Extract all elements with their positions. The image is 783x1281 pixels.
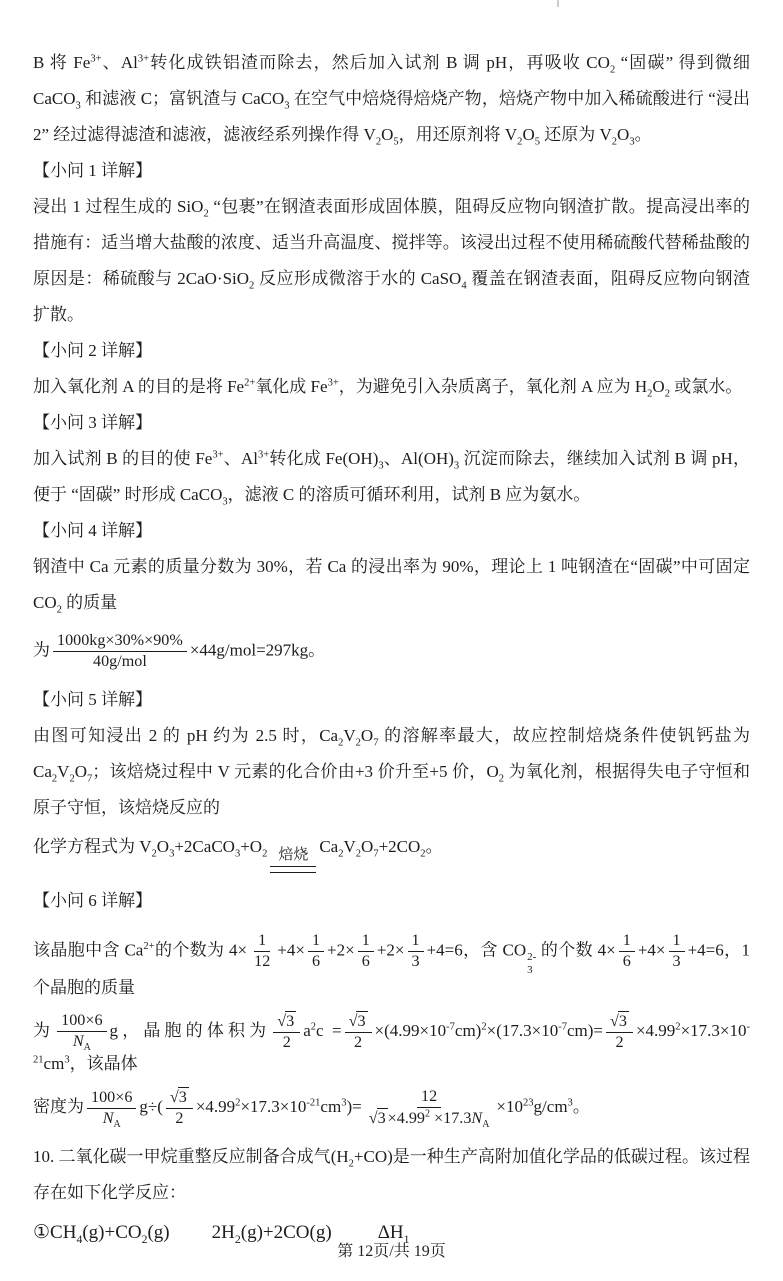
- stray-scan-mark: [557, 0, 559, 7]
- numerator: [345, 1011, 372, 1033]
- subscript: 7: [86, 773, 93, 785]
- text-run: +4=6，含 CO: [426, 940, 527, 960]
- numerator: [358, 931, 374, 952]
- subscript: 2: [348, 1158, 354, 1170]
- formula-q6-cell-volume: [33, 1011, 750, 1075]
- radicand: [618, 1011, 629, 1032]
- fraction: [345, 1011, 372, 1053]
- heading-q1: 【小问 1 详解】: [33, 161, 152, 180]
- subscript: 2: [498, 773, 505, 785]
- text-run: g/cm: [533, 1097, 568, 1117]
- denominator: [99, 1109, 125, 1129]
- text-run: 为: [33, 640, 50, 660]
- subscript: 2: [609, 64, 616, 76]
- superscript: 2: [675, 1021, 681, 1033]
- text-run: 100×6: [91, 1088, 133, 1106]
- text-run: 反应形成微溶于水的 CaSO: [254, 269, 462, 288]
- text-run: 转化成铁铝渣而除去，然后加入试剂 B 调 pH，再吸收 CO: [149, 53, 610, 72]
- subscript: 3: [284, 100, 290, 112]
- text-run: 3: [411, 952, 420, 970]
- paragraph-q3: [33, 441, 750, 513]
- text-run: ×4.99: [635, 1020, 676, 1040]
- text-run: ×(17.3×10: [486, 1020, 559, 1040]
- radicand: [178, 1087, 189, 1108]
- denominator: [365, 1108, 494, 1129]
- text-run: 钢渣中 Ca 元素的质量分数为 30%，若 Ca 的浸出率为 90%，理论上 1 吨钢渣在“固碳”中可固定 CO: [33, 557, 750, 612]
- subscript: 2: [338, 848, 344, 860]
- denominator: [669, 952, 685, 972]
- subscript: 2: [234, 1233, 241, 1247]
- subscript: A: [113, 1118, 121, 1130]
- text-run: ×4.99: [387, 1110, 426, 1128]
- superscript: 23: [523, 1097, 534, 1109]
- text-run: c =: [316, 1020, 342, 1040]
- text-run: ×17.3: [430, 1110, 472, 1128]
- subscript: 4: [76, 1233, 83, 1247]
- text-run: 3: [618, 1012, 627, 1030]
- text-run: 转化成 Fe(OH): [269, 449, 379, 468]
- text-run: 10. 二氧化碳一甲烷重整反应制备合成气(H: [33, 1147, 349, 1167]
- subscript: 3: [378, 460, 384, 472]
- text-run: +2×: [327, 940, 355, 960]
- radicand: [356, 1011, 367, 1032]
- subscript: 2: [249, 280, 255, 292]
- superscript: -21: [33, 1021, 751, 1066]
- text-run: 为氧化剂，根据得失电子守恒和原子守恒，该焙烧反应的: [33, 762, 751, 818]
- heading-q5: 【小问 5 详解】: [33, 690, 152, 710]
- subscript: 2: [203, 208, 209, 220]
- subscript: 4: [461, 280, 467, 292]
- text-run: ，为避免引入杂质离子，氧化剂 A 应为 H: [338, 377, 648, 396]
- subscript: 5: [534, 136, 540, 148]
- numerator: [53, 631, 187, 652]
- text-run: 1000kg×30%×90%: [57, 632, 183, 649]
- paragraph-q1: [33, 189, 750, 333]
- italic-symbol: N: [471, 1110, 483, 1128]
- fraction: [606, 1011, 633, 1053]
- text-run: O: [361, 837, 374, 857]
- numerator: [254, 931, 270, 952]
- subscript: 1: [403, 1233, 410, 1247]
- text-run: 、Al: [101, 53, 138, 72]
- text-run: cm: [43, 1053, 65, 1073]
- text-run: 3: [178, 1089, 187, 1107]
- numerator: [87, 1088, 136, 1109]
- stacked-script: [527, 951, 536, 976]
- denominator: [408, 952, 424, 972]
- paragraph-q2: [33, 369, 750, 405]
- fraction: [250, 931, 274, 972]
- numerator: [417, 1087, 441, 1108]
- text-run: B 将 Fe: [33, 53, 91, 72]
- radical-icon: √: [368, 1110, 378, 1128]
- text-run: 、Al(OH): [383, 449, 454, 468]
- text-run: 的溶解率最大，故应控制焙烧条件使钒钙盐为 Ca: [33, 726, 750, 782]
- denominator: [350, 1033, 366, 1053]
- text-run: +4×: [277, 940, 305, 960]
- radical-icon: √: [169, 1089, 179, 1107]
- text-run: +4=6，1 个晶胞的质量: [33, 940, 750, 997]
- superscript: 3+: [257, 449, 270, 461]
- text-run: 由图可知浸出 2 的 pH 约为 2.5 时，Ca: [33, 726, 339, 746]
- denominator: [69, 1032, 95, 1052]
- numerator: [669, 931, 685, 952]
- text-run: ×4.99: [195, 1097, 236, 1117]
- numerator: [408, 931, 424, 952]
- numerator: [308, 931, 324, 952]
- denominator: [619, 952, 635, 972]
- subscript: 7: [373, 848, 379, 860]
- text-run: O: [381, 125, 394, 144]
- text-run: +O: [240, 837, 263, 857]
- text-run: 2: [615, 1033, 624, 1051]
- text-run: 的个数 4×: [536, 940, 616, 960]
- text-run: 40g/mol: [93, 653, 147, 671]
- numerator: [57, 1011, 106, 1032]
- fraction: [358, 931, 374, 972]
- fraction: [166, 1087, 193, 1129]
- formula-q6-density: [33, 1087, 750, 1129]
- text-run: +CO)是一种生产高附加值化学品的低碳过程。该过程存在如下化学反应：: [33, 1147, 751, 1203]
- denominator: [171, 1109, 187, 1129]
- text-run: 3: [377, 1110, 386, 1128]
- text-run: V: [57, 762, 70, 782]
- heading-q4: 【小问 4 详解】: [33, 521, 152, 540]
- superscript: -7: [446, 1021, 455, 1033]
- text-run: Ca: [319, 837, 339, 857]
- denominator: [358, 952, 374, 972]
- fraction: [669, 931, 685, 972]
- text-run: 12: [421, 1088, 438, 1106]
- reaction-condition-equals: [270, 847, 316, 872]
- text-run: 6: [311, 952, 321, 970]
- text-run: a: [303, 1020, 311, 1040]
- radical-icon: √: [277, 1012, 287, 1030]
- text-run: 加入氧化剂 A 的目的是将 Fe: [33, 377, 245, 396]
- square-root: [369, 1108, 388, 1129]
- formula-q4-mass-calculation: [33, 631, 750, 672]
- denominator: [308, 952, 324, 972]
- superscript: 2: [235, 1097, 241, 1109]
- subscript: 2: [664, 388, 670, 400]
- superscript: 3: [341, 1097, 347, 1109]
- heading-q6: 【小问 6 详解】: [33, 890, 152, 910]
- text-run: g÷(: [139, 1097, 163, 1117]
- text-run: 。: [634, 125, 652, 144]
- subscript: 3: [222, 496, 228, 508]
- stacked-superscript: 2-: [527, 951, 537, 964]
- formula-q5-roasting-equation: [33, 836, 750, 872]
- text-run: ×17.3×10: [240, 1097, 307, 1117]
- heading-q2: 【小问 2 详解】: [33, 341, 152, 360]
- text-run: +2×: [376, 940, 405, 960]
- text-run: 的个数为 4×: [154, 940, 248, 960]
- text-run: +4×: [637, 940, 666, 960]
- subscript: 2: [141, 1233, 148, 1247]
- text-run: 6: [622, 952, 631, 970]
- text-run: O: [360, 726, 374, 746]
- text-run: 2: [282, 1033, 291, 1051]
- subscript: 2: [51, 773, 58, 785]
- text-run: 还原为 V: [539, 125, 612, 144]
- subscript: 3: [169, 848, 175, 860]
- fraction: [308, 931, 324, 972]
- text-run: 氧化成 Fe: [255, 377, 328, 396]
- subscript: 2: [647, 388, 653, 400]
- formula-q6-ion-count: [33, 931, 750, 999]
- text-run: 3: [286, 1012, 295, 1030]
- text-run: 3: [672, 952, 681, 970]
- radicand: [377, 1108, 388, 1129]
- subscript: 7: [373, 737, 379, 749]
- superscript: -7: [558, 1021, 567, 1033]
- text-run: ①CH: [33, 1222, 77, 1244]
- subscript: 2: [69, 773, 75, 785]
- fraction: [619, 931, 635, 972]
- text-run: O: [652, 377, 665, 396]
- text-run: 或氯水。: [669, 377, 743, 396]
- text-run: g，晶胞的体积为: [109, 1020, 271, 1040]
- denominator: [611, 1033, 627, 1053]
- page-footer: 第 12页/共 19页: [337, 1243, 446, 1260]
- text-run: 覆盖在钢渣表面，阻碍反应物向钢渣扩散。: [33, 269, 750, 324]
- superscript: -21: [306, 1097, 321, 1109]
- denominator: [89, 652, 151, 672]
- paragraph-q10-stem: [33, 1139, 750, 1211]
- text-run: 2H: [211, 1222, 235, 1244]
- text-run: )=: [346, 1097, 362, 1117]
- fraction: [53, 631, 187, 672]
- text-run: V: [343, 837, 356, 857]
- text-run: 该晶胞中含 Ca: [33, 940, 144, 960]
- text-run: cm): [454, 1020, 482, 1040]
- text-run: 2: [175, 1110, 184, 1128]
- text-run: ，用还原剂将 V: [398, 125, 518, 144]
- text-run: 为: [33, 1020, 55, 1040]
- text-run: 1: [311, 931, 321, 949]
- square-root: [349, 1011, 368, 1032]
- text-run: ΔH: [377, 1222, 404, 1244]
- text-run: cm: [320, 1097, 342, 1117]
- text-run: “包裹”在钢渣表面形成固体膜，阻碍反应物向钢渣扩散。提高浸出率的措施有：适当增大盐酸的浓度、适当升高温度、搅拌等。该浸出过程不使用稀硫酸代替稀盐酸的原因是：稀硫酸与 2CaO·SiO: [33, 197, 750, 288]
- superscript: 3+: [90, 53, 102, 65]
- subscript: 2: [151, 848, 157, 860]
- paragraph-q4: [33, 549, 750, 621]
- text-run: O: [522, 125, 535, 144]
- subscript: 3: [629, 136, 635, 148]
- text-run: 3: [357, 1012, 366, 1030]
- numerator: [273, 1011, 300, 1033]
- subscript: 2: [375, 136, 382, 148]
- text-run: 100×6: [61, 1012, 103, 1030]
- denominator: [279, 1033, 295, 1053]
- paragraph-q5: [33, 718, 750, 826]
- fraction: [408, 931, 424, 972]
- numerator: [619, 931, 635, 952]
- square-root: [277, 1011, 296, 1032]
- text-run: 和滤液 C；富钒渣与 CaCO: [80, 89, 285, 108]
- superscript: 2: [310, 1021, 317, 1033]
- subscript: 2: [355, 848, 362, 860]
- text-run: 的质量: [61, 593, 118, 612]
- text-run: 1: [622, 931, 631, 949]
- text-run: ，该晶体: [69, 1053, 138, 1073]
- fraction: [87, 1088, 136, 1129]
- subscript: 3: [234, 848, 241, 860]
- text-run: ×17.3×10: [680, 1020, 747, 1040]
- numerator: [166, 1087, 193, 1109]
- subscript: A: [482, 1119, 490, 1131]
- double-equals-bar: [270, 866, 316, 873]
- text-run: cm)=: [566, 1020, 604, 1040]
- text-run: 6: [361, 952, 370, 970]
- fraction: [57, 1011, 106, 1052]
- square-root: [170, 1087, 189, 1108]
- superscript: 2: [425, 1108, 431, 1120]
- italic-symbol: N: [102, 1109, 114, 1127]
- text-run: O: [156, 837, 170, 857]
- subscript: 3: [75, 100, 81, 112]
- radical-icon: √: [348, 1012, 358, 1030]
- subscript: 2: [420, 848, 426, 860]
- stacked-subscript: 3: [527, 963, 533, 976]
- subscript: 2: [338, 737, 344, 749]
- superscript: 3+: [327, 377, 339, 389]
- text-run: V: [343, 726, 356, 746]
- text-run: ；该焙烧过程中 V 元素的化合价由+3 价升至+5 价，O: [92, 762, 499, 782]
- superscript: 3+: [212, 449, 224, 461]
- text-run: 1: [258, 931, 267, 949]
- text-run: O: [74, 762, 87, 782]
- subscript: 2: [262, 848, 268, 860]
- radical-icon: √: [610, 1012, 619, 1030]
- subscript: 5: [393, 136, 399, 148]
- text-run: 密度为: [33, 1097, 84, 1117]
- text-run: 1: [672, 931, 681, 949]
- superscript: 3: [567, 1097, 573, 1109]
- text-run: 12: [254, 952, 271, 970]
- superscript: 2+: [244, 377, 256, 389]
- subscript: 2: [355, 737, 361, 749]
- heading-q3: 【小问 3 详解】: [33, 413, 152, 432]
- radicand: [285, 1011, 296, 1032]
- fraction: [365, 1087, 494, 1129]
- text-run: 化学方程式为 V: [33, 837, 152, 857]
- text-run: “固碳” 得到微细 CaCO: [33, 53, 751, 108]
- text-run: 。: [572, 1097, 590, 1117]
- subscript: 3: [453, 460, 460, 472]
- text-run: ×44g/mol=297kg。: [189, 640, 326, 660]
- numerator: [606, 1011, 633, 1033]
- text-run: 浸出 1 过程生成的 SiO: [33, 197, 204, 216]
- text-run: ×10: [496, 1097, 524, 1117]
- subscript: 2: [517, 136, 523, 148]
- text-run: +2CO: [378, 837, 421, 857]
- text-run: 沉淀而除去，继续加入试剂 B 调 pH，便于 “固碳” 时形成 CaCO: [33, 449, 750, 504]
- subscript: 2: [611, 136, 618, 148]
- text-run: (g)+2CO(g): [240, 1222, 332, 1244]
- subscript: A: [83, 1042, 91, 1054]
- text-run: 在空气中焙烧得焙烧产物，焙烧产物中加入稀硫酸进行 “浸出 2” 经过滤得滤渣和滤液，滤液经系列操作得 V: [33, 89, 750, 144]
- superscript: 3+: [137, 53, 150, 65]
- text-run: +2CaCO: [174, 837, 235, 857]
- condition-label: 焙烧: [278, 847, 309, 864]
- text-run: ，滤液 C 的溶质可循环利用，试剂 B 应为氨水。: [227, 485, 591, 504]
- text-run: 1: [411, 931, 420, 949]
- text-run: (g): [147, 1222, 170, 1244]
- superscript: 3: [64, 1054, 70, 1066]
- text-run: ×(4.99×10: [374, 1020, 447, 1040]
- text-run: 加入试剂 B 的目的使 Fe: [33, 449, 213, 468]
- text-run: (g)+CO: [82, 1222, 142, 1244]
- text-run: 、Al: [223, 449, 258, 468]
- text-run: 2: [354, 1033, 363, 1051]
- italic-symbol: N: [72, 1033, 84, 1051]
- paragraph-intro: [33, 45, 750, 153]
- text-run: O: [617, 125, 630, 144]
- superscript: 2: [481, 1021, 487, 1033]
- text-run: 1: [361, 931, 370, 949]
- superscript: 2+: [143, 940, 155, 952]
- square-root: [610, 1011, 629, 1032]
- denominator: [250, 952, 274, 972]
- text-run: 。: [425, 837, 443, 857]
- fraction: [273, 1011, 300, 1053]
- subscript: 2: [56, 604, 62, 616]
